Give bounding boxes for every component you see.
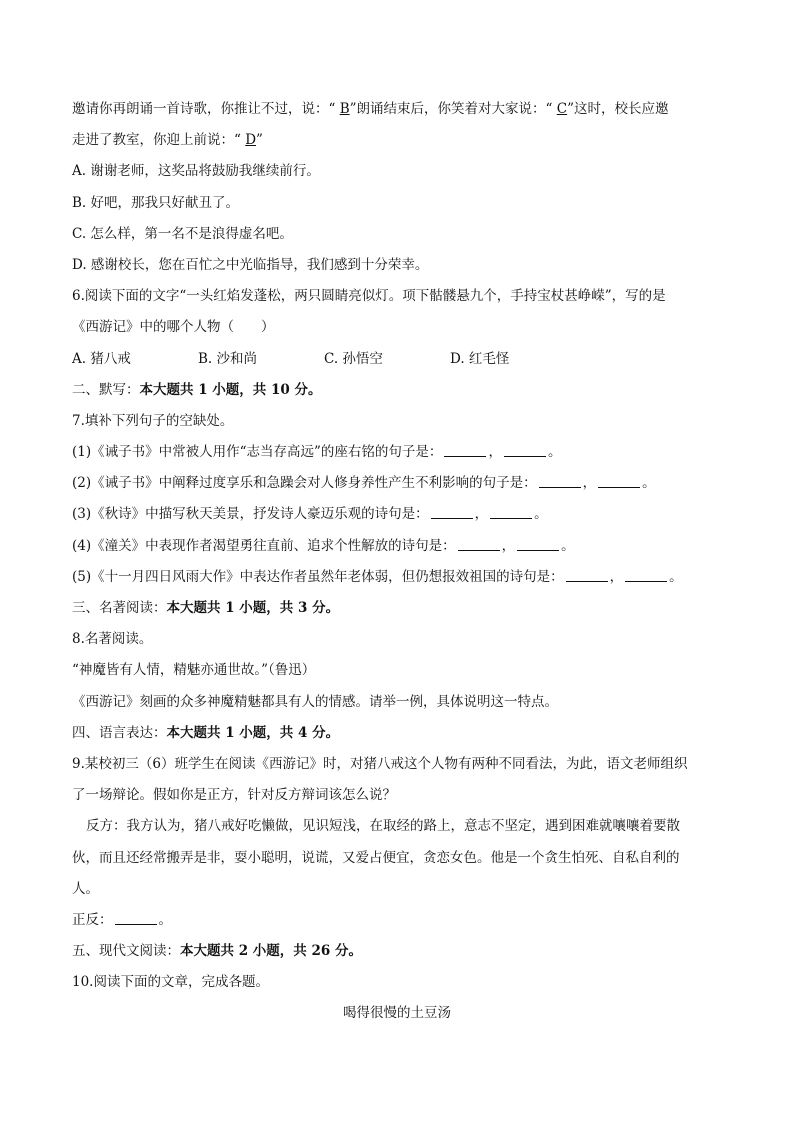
q5-continuation-line-1: 邀请你再朗诵一首诗歌，你推让不过，说：“ B”朗诵结束后，你笑着对大家说：“ C”这时，校长应邀 [72,101,669,117]
q7-item-1: (1)《诫子书》中常被人用作“志当存高远”的座右铭的句子是： ， 。 [72,444,562,461]
q6-stem-line-1: 6.阅读下面的文字“一头红焰发蓬松，两只圆睛亮似灯。项下骷髅悬九个，手持宝杖甚峥嵘”，写的是 [72,288,666,305]
q6-option-d: D. 红毛怪 [450,350,510,367]
answer-blank[interactable] [490,505,532,519]
q6-option-c: C. 孙悟空 [324,350,383,367]
q7-item-5: (5)《十一月四日风雨大作》中表达作者虽然年老体弱，但仍想报效祖国的诗句是： ， 。 [72,568,683,585]
answer-b: B [339,101,350,117]
answer-blank[interactable] [517,537,559,551]
section-heading-2: 二、默写：本大题共 1 小题，共 10 分。 [72,381,322,398]
answer-blank[interactable] [458,537,500,551]
answer-d: D [245,132,257,149]
q7-item-4: (4)《潼关》中表现作者渴望勇往直前、追求个性解放的诗句是： ， 。 [72,537,575,554]
q9-stem-line-2: 了一场辩论。假如你是正方，针对反方辩词该怎么说？ [72,787,396,804]
q7-stem: 7.填补下列句子的空缺处。 [72,412,234,429]
q6-option-a: A. 猪八戒 [72,350,131,367]
answer-blank[interactable] [539,474,581,488]
exam-page [72,94,722,1030]
section-heading-3: 三、名著阅读：本大题共 1 小题，共 3 分。 [72,600,340,616]
q5-option-c: C. 怎么样，第一名不是浪得虚名吧。 [72,225,293,242]
answer-blank[interactable] [431,505,473,519]
q5-continuation-line-2: 走进了教室，你迎上前说：“ D” [72,132,263,149]
q9-answer-line: 正反： 。 [72,911,172,928]
answer-blank[interactable] [598,474,640,488]
q9-opponent-line-1: 反方：我方认为，猪八戒好吃懒做，见识短浅，在取经的路上，意志不坚定，遇到困难就嚷嚷着要散 [86,818,680,835]
q8-quote: “神魔皆有人情，精魅亦通世故。”（鲁迅） [72,662,316,679]
q5-option-d: D. 感谢校长，您在百忙之中光临指导，我们感到十分荣幸。 [72,256,429,273]
answer-blank[interactable] [566,568,608,582]
answer-blank[interactable] [444,443,486,457]
section-heading-5: 五、现代文阅读：本大题共 2 小题，共 26 分。 [72,943,362,960]
q9-opponent-line-3: 人。 [72,880,99,897]
q8-stem: 8.名著阅读。 [72,631,153,648]
answer-c: C [556,101,568,117]
q6-options [72,344,722,375]
q6-stem-line-2: 《西游记》中的哪个人物（ ） [72,319,275,336]
q5-option-a: A. 谢谢老师，这奖品将鼓励我继续前行。 [72,163,320,180]
q6-option-b: B. 沙和尚 [198,350,258,367]
q8-task: 《西游记》刻画的众多神魔精魅都具有人的情感。请举一例，具体说明这一特点。 [72,693,558,710]
q9-stem-line-1: 9.某校初三（6）班学生在阅读《西游记》时，对猪八戒这个人物有两种不同看法，为此，语文老师组织 [72,755,688,772]
answer-blank[interactable] [115,911,157,925]
q7-item-3: (3)《秋诗》中描写秋天美景，抒发诗人豪迈乐观的诗句是： ， 。 [72,506,548,523]
q10-stem: 10.阅读下面的文章，完成各题。 [72,974,269,991]
section-heading-4: 四、语言表达：本大题共 1 小题，共 4 分。 [72,724,340,741]
answer-blank[interactable] [625,568,667,582]
q7-item-2: (2)《诫子书》中阐释过度享乐和急躁会对人修身养性产生不利影响的句子是： ， 。 [72,475,656,492]
answer-blank[interactable] [504,443,546,457]
q9-opponent-line-2: 伙，而且还经常搬弄是非，耍小聪明，说谎，又爱占便宜，贪恋女色。他是一个贪生怕死、自私自利的 [72,849,680,866]
article-title: 喝得很慢的土豆汤 [343,1005,451,1022]
q5-option-b: B. 好吧，那我只好献丑了。 [72,194,240,211]
